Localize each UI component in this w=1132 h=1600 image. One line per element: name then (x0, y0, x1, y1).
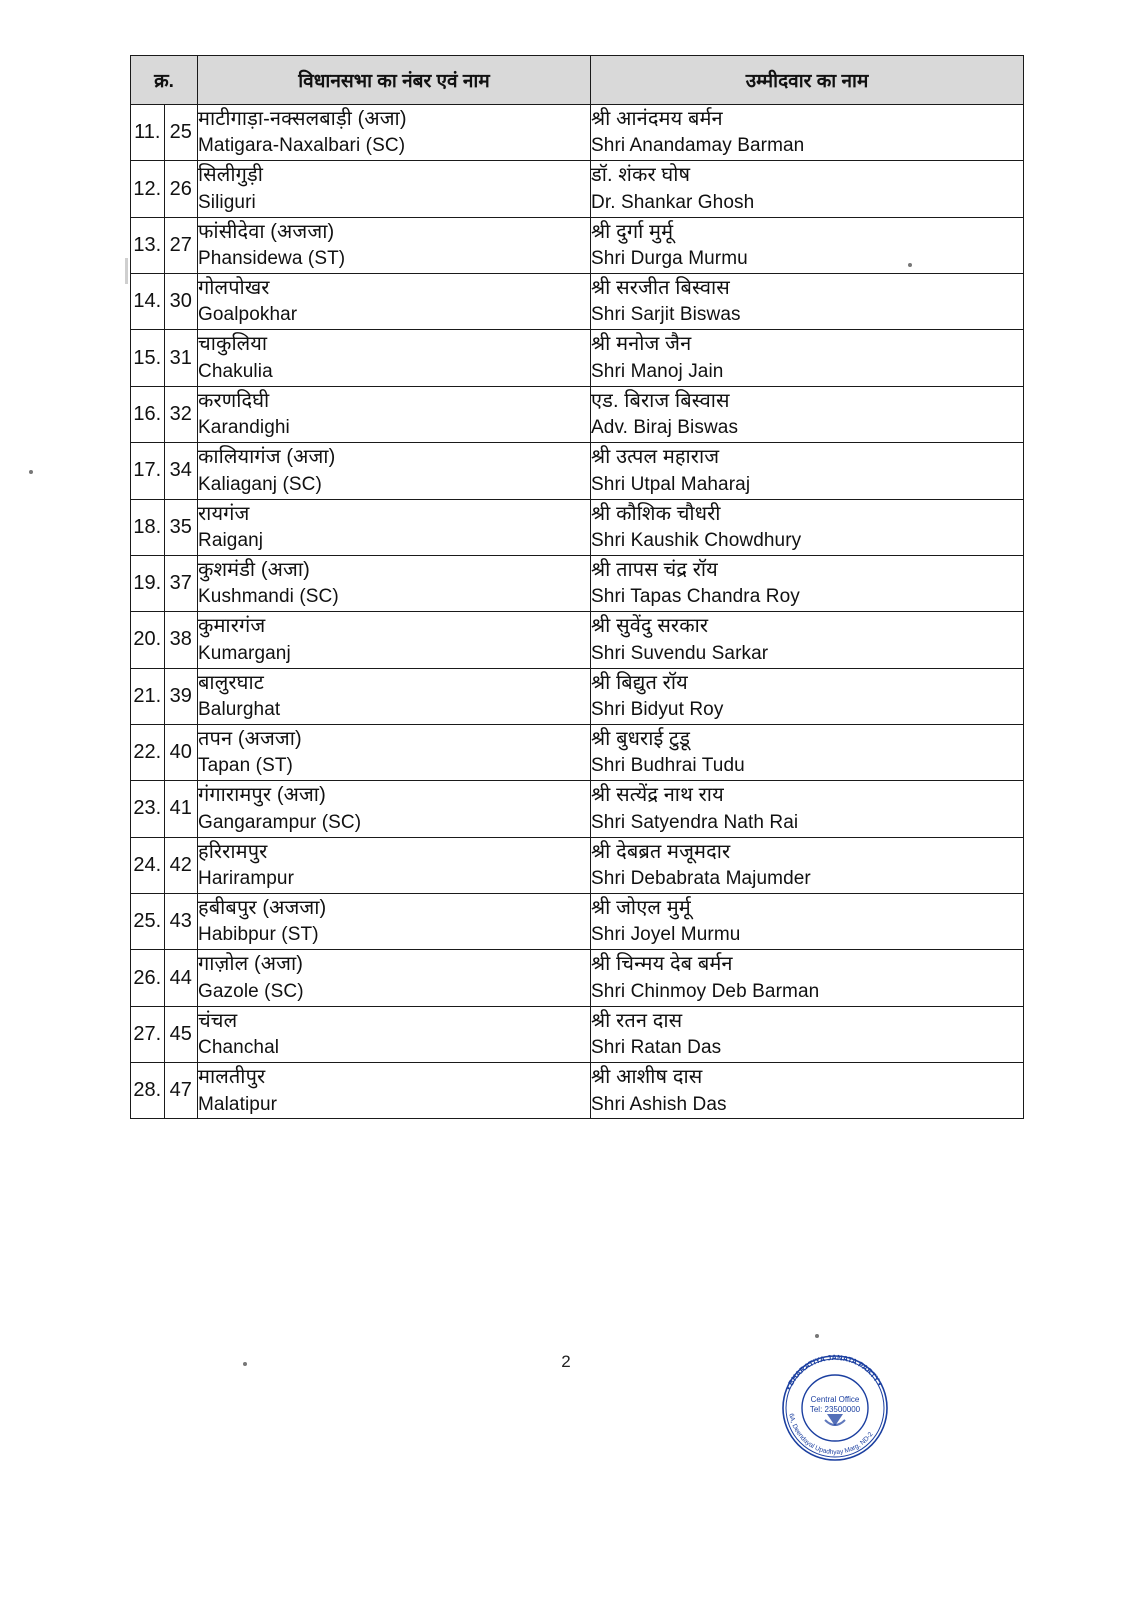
cell-constituency-number: 27 (164, 217, 198, 273)
constituency-name-english: Kumarganj (198, 642, 291, 664)
constituency-name-hindi: बालुरघाट (198, 671, 264, 694)
cell-serial: 19. (131, 555, 165, 611)
constituency-name-hindi: रायगंज (198, 502, 250, 525)
cell-constituency-number: 38 (164, 612, 198, 668)
candidate-name-english: Shri Tapas Chandra Roy (591, 586, 800, 608)
candidate-name-english: Adv. Biraj Biswas (591, 417, 739, 439)
table-row (131, 386, 1024, 442)
table-row (131, 105, 1024, 161)
cell-constituency-name (198, 555, 591, 611)
cell-constituency-name (198, 105, 591, 161)
candidate-name-hindi: श्री आशीष दास (591, 1066, 703, 1089)
candidate-name-hindi: श्री देबब्रत मजूमदार (591, 840, 731, 863)
cell-serial: 28. (131, 1063, 165, 1119)
cell-constituency-name (198, 443, 591, 499)
table-row (131, 1063, 1024, 1119)
candidate-name-english: Shri Debabrata Majumder (591, 868, 811, 890)
cell-constituency-number: 34 (164, 443, 198, 499)
cell-constituency-number: 32 (164, 386, 198, 442)
constituency-name-hindi: चंचल (198, 1009, 238, 1032)
cell-serial: 23. (131, 781, 165, 837)
candidate-name-english: Shri Chinmoy Deb Barman (591, 980, 820, 1002)
cell-serial: 26. (131, 950, 165, 1006)
cell-constituency-number: 30 (164, 274, 198, 330)
table-row (131, 837, 1024, 893)
cell-constituency-name (198, 668, 591, 724)
constituency-name-english: Balurghat (198, 698, 281, 720)
table-row (131, 612, 1024, 668)
constituency-name-english: Karandighi (198, 417, 290, 439)
constituency-name-english: Gangarampur (SC) (198, 811, 362, 833)
cell-constituency-number: 42 (164, 837, 198, 893)
svg-text:Tel: 23500000: Tel: 23500000 (809, 1405, 861, 1414)
cell-serial: 14. (131, 274, 165, 330)
cell-constituency-name (198, 837, 591, 893)
scan-artifact (125, 258, 128, 284)
svg-text:6A, Deendayal Upadhyay Marg, N: 6A, Deendayal Upadhyay Marg, ND-2 (787, 1412, 875, 1456)
table-row (131, 555, 1024, 611)
svg-text:• BHARATIYA JANATA PARTY •: • BHARATIYA JANATA PARTY • (783, 1352, 885, 1392)
candidate-name-english: Shri Satyendra Nath Rai (591, 811, 799, 833)
column-header-constituency: विधानसभा का नंबर एवं नाम (198, 56, 591, 105)
constituency-name-hindi: तपन (अजजा) (198, 727, 302, 750)
constituency-name-english: Phansidewa (ST) (198, 248, 346, 270)
cell-serial: 25. (131, 894, 165, 950)
cell-candidate-name (591, 894, 1024, 950)
candidate-name-hindi: श्री सरजीत बिस्वास (591, 277, 730, 300)
constituency-name-hindi: हरिरामपुर (198, 840, 268, 863)
candidate-name-hindi: श्री दुर्गा मुर्मू (591, 220, 674, 243)
constituency-name-english: Malatipur (198, 1093, 278, 1115)
table-row (131, 499, 1024, 555)
cell-constituency-name (198, 499, 591, 555)
cell-candidate-name (591, 950, 1024, 1006)
constituency-name-hindi: मालतीपुर (198, 1066, 266, 1089)
cell-candidate-name (591, 612, 1024, 668)
cell-constituency-name (198, 950, 591, 1006)
candidate-name-hindi: श्री सुवेंदु सरकार (591, 615, 709, 638)
candidate-name-hindi: श्री रतन दास (591, 1009, 683, 1032)
candidate-name-hindi: श्री बुधराई टुडू (591, 727, 691, 750)
candidate-name-hindi: श्री मनोज जैन (591, 333, 692, 356)
cell-constituency-name (198, 894, 591, 950)
cell-candidate-name (591, 555, 1024, 611)
candidate-name-english: Shri Ashish Das (591, 1093, 727, 1115)
constituency-name-hindi: कालियागंज (अजा) (198, 446, 336, 469)
cell-constituency-number: 41 (164, 781, 198, 837)
cell-serial: 27. (131, 1006, 165, 1062)
cell-constituency-name (198, 724, 591, 780)
table-row (131, 443, 1024, 499)
constituency-name-english: Chakulia (198, 360, 273, 382)
candidate-name-english: Shri Utpal Maharaj (591, 473, 751, 495)
constituency-name-hindi: कुमारगंज (198, 615, 266, 638)
candidate-name-hindi: श्री तापस चंद्र रॉय (591, 558, 718, 581)
cell-candidate-name (591, 217, 1024, 273)
cell-candidate-name (591, 443, 1024, 499)
cell-constituency-number: 47 (164, 1063, 198, 1119)
constituency-name-english: Tapan (ST) (198, 755, 293, 777)
constituency-name-hindi: कुशमंडी (अजा) (198, 558, 310, 581)
constituency-name-hindi: फांसीदेवा (अजजा) (198, 220, 335, 243)
cell-constituency-number: 35 (164, 499, 198, 555)
constituency-name-hindi: गाज़ोल (अजा) (198, 953, 303, 976)
candidate-name-english: Shri Joyel Murmu (591, 924, 741, 946)
table-row (131, 724, 1024, 780)
constituency-name-english: Goalpokhar (198, 304, 298, 326)
constituency-name-hindi: गोलपोखर (198, 277, 270, 300)
candidate-name-hindi: श्री जोएल मुर्मू (591, 897, 691, 920)
constituency-name-english: Kaliaganj (SC) (198, 473, 322, 495)
cell-serial: 20. (131, 612, 165, 668)
cell-constituency-number: 25 (164, 105, 198, 161)
candidate-name-english: Shri Budhrai Tudu (591, 755, 745, 777)
cell-candidate-name (591, 274, 1024, 330)
column-header-candidate: उम्मीदवार का नाम (591, 56, 1024, 105)
column-header-serial: क्र. (131, 56, 198, 105)
constituency-name-english: Habibpur (ST) (198, 924, 319, 946)
cell-constituency-name (198, 1006, 591, 1062)
constituency-name-hindi: करणदिघी (198, 389, 270, 412)
constituency-name-english: Kushmandi (SC) (198, 586, 339, 608)
cell-constituency-number: 43 (164, 894, 198, 950)
cell-constituency-number: 40 (164, 724, 198, 780)
cell-constituency-number: 45 (164, 1006, 198, 1062)
cell-constituency-name (198, 161, 591, 217)
table-row (131, 1006, 1024, 1062)
cell-constituency-name (198, 274, 591, 330)
candidate-name-english: Shri Suvendu Sarkar (591, 642, 769, 664)
cell-serial: 17. (131, 443, 165, 499)
svg-text:Central Office: Central Office (810, 1395, 860, 1404)
candidate-name-english: Shri Sarjit Biswas (591, 304, 741, 326)
candidate-name-english: Shri Manoj Jain (591, 360, 724, 382)
candidate-list-table (130, 55, 1024, 1119)
candidate-name-hindi: श्री चिन्मय देब बर्मन (591, 953, 733, 976)
page-number: 2 (561, 1352, 571, 1371)
candidate-name-english: Shri Durga Murmu (591, 248, 748, 270)
cell-constituency-name (198, 612, 591, 668)
cell-serial: 12. (131, 161, 165, 217)
candidate-name-hindi: श्री आनंदमय बर्मन (591, 108, 723, 130)
table-row (131, 217, 1024, 273)
cell-candidate-name (591, 837, 1024, 893)
constituency-name-english: Siliguri (198, 191, 256, 213)
candidate-name-hindi: श्री बिद्युत रॉय (591, 671, 688, 694)
table-body (131, 105, 1024, 1119)
cell-constituency-name (198, 330, 591, 386)
cell-serial: 18. (131, 499, 165, 555)
cell-constituency-number: 44 (164, 950, 198, 1006)
table-row (131, 894, 1024, 950)
cell-serial: 11. (131, 105, 165, 161)
cell-constituency-number: 39 (164, 668, 198, 724)
cell-serial: 13. (131, 217, 165, 273)
candidate-name-english: Shri Ratan Das (591, 1037, 722, 1059)
candidate-name-english: Shri Kaushik Chowdhury (591, 529, 802, 551)
scan-speck (29, 470, 33, 474)
table-row (131, 950, 1024, 1006)
table-row (131, 668, 1024, 724)
candidate-name-english: Dr. Shankar Ghosh (591, 191, 755, 213)
constituency-name-hindi: गंगारामपुर (अजा) (198, 784, 326, 807)
constituency-name-hindi: हबीबपुर (अजजा) (198, 897, 327, 920)
candidate-name-hindi: डॉ. शंकर घोष (591, 164, 691, 187)
cell-serial: 16. (131, 386, 165, 442)
cell-constituency-name (198, 217, 591, 273)
cell-candidate-name (591, 1006, 1024, 1062)
cell-candidate-name (591, 781, 1024, 837)
cell-constituency-number: 31 (164, 330, 198, 386)
cell-constituency-number: 26 (164, 161, 198, 217)
cell-constituency-name (198, 781, 591, 837)
cell-candidate-name (591, 724, 1024, 780)
constituency-name-english: Gazole (SC) (198, 980, 304, 1002)
table-row (131, 274, 1024, 330)
cell-serial: 15. (131, 330, 165, 386)
table-header (131, 56, 1024, 105)
candidate-name-hindi: श्री उत्पल महाराज (591, 446, 720, 469)
candidate-name-hindi: एड. बिराज बिस्वास (591, 389, 730, 412)
table-header-row (131, 56, 1024, 105)
scan-speck (815, 1334, 819, 1338)
table-row (131, 330, 1024, 386)
official-seal-stamp (775, 1348, 895, 1468)
cell-constituency-name (198, 1063, 591, 1119)
cell-candidate-name (591, 668, 1024, 724)
constituency-name-english: Chanchal (198, 1037, 280, 1059)
cell-candidate-name (591, 105, 1024, 161)
scan-speck (908, 263, 912, 267)
cell-serial: 21. (131, 668, 165, 724)
table-row (131, 161, 1024, 217)
cell-serial: 24. (131, 837, 165, 893)
cell-candidate-name (591, 330, 1024, 386)
cell-candidate-name (591, 499, 1024, 555)
constituency-name-english: Harirampur (198, 868, 295, 890)
cell-candidate-name (591, 386, 1024, 442)
cell-candidate-name (591, 1063, 1024, 1119)
constituency-name-hindi: माटीगाड़ा-नक्सलबाड़ी (अजा) (198, 108, 407, 130)
cell-constituency-number: 37 (164, 555, 198, 611)
table-row (131, 781, 1024, 837)
cell-candidate-name (591, 161, 1024, 217)
cell-constituency-name (198, 386, 591, 442)
candidate-name-english: Shri Anandamay Barman (591, 135, 805, 157)
candidate-name-hindi: श्री सत्येंद्र नाथ राय (591, 784, 724, 807)
cell-serial: 22. (131, 724, 165, 780)
candidate-name-english: Shri Bidyut Roy (591, 698, 724, 720)
constituency-name-hindi: चाकुलिया (198, 333, 268, 356)
constituency-name-hindi: सिलीगुड़ी (198, 164, 263, 187)
candidate-name-hindi: श्री कौशिक चौधरी (591, 502, 721, 525)
constituency-name-english: Matigara-Naxalbari (SC) (198, 135, 406, 157)
constituency-name-english: Raiganj (198, 529, 264, 551)
